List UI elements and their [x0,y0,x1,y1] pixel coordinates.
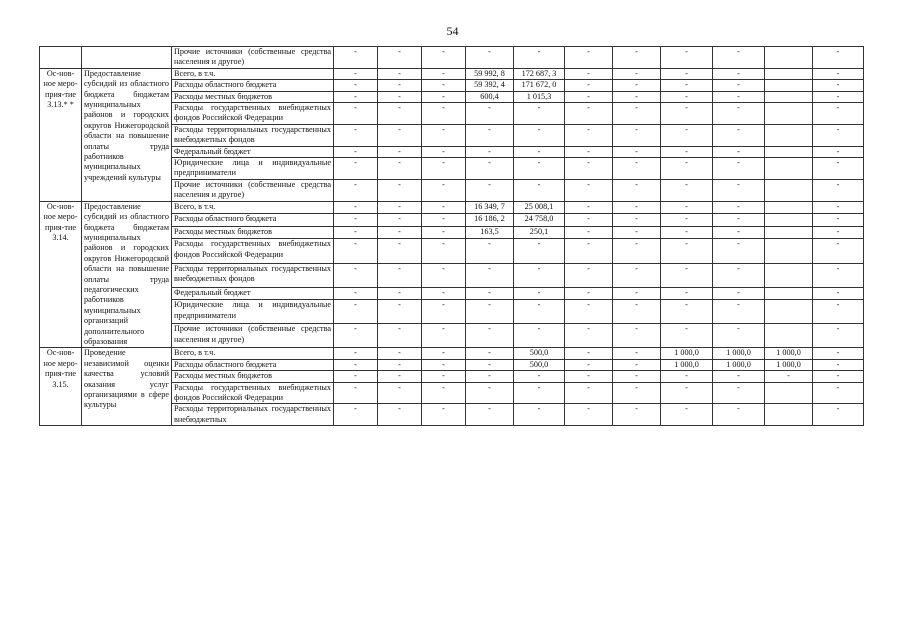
year-value: - [378,214,422,227]
year-value: - [334,91,378,102]
year-value: - [661,179,713,201]
year-value: - [422,287,466,300]
funding-source: Расходы местных бюджетов [172,371,334,382]
year-value: - [613,263,661,287]
year-value: - [466,124,514,146]
year-value: - [613,404,661,426]
year-value: - [422,359,466,370]
year-value: - [813,287,864,300]
year-value: - [514,124,565,146]
year-value: - [334,404,378,426]
funding-source: Расходы местных бюджетов [172,226,334,239]
year-value [765,287,813,300]
year-value: - [514,263,565,287]
year-value [765,47,813,69]
year-value [765,324,813,348]
funding-source: Федеральный бюджет [172,287,334,300]
activity-code: Ос-нов-ное меро-прия-тие 3.14. [40,201,82,348]
year-value: - [713,80,765,91]
year-value: - [422,124,466,146]
year-value: - [422,91,466,102]
year-value: - [334,371,378,382]
year-value: - [613,371,661,382]
funding-source: Расходы территориальных государственных внебюджетных [172,404,334,426]
funding-source: Расходы местных бюджетов [172,91,334,102]
year-value [765,239,813,263]
year-value: - [613,124,661,146]
year-value: - [334,201,378,214]
year-value: 1 000,0 [661,359,713,370]
year-value: - [466,179,514,201]
year-value: 1 000,0 [661,348,713,359]
table-row [40,201,864,214]
year-value: - [422,371,466,382]
year-value: - [813,124,864,146]
year-value: - [713,263,765,287]
year-value: - [466,287,514,300]
funding-source: Расходы областного бюджета [172,214,334,227]
year-value: - [661,214,713,227]
year-value: - [466,371,514,382]
year-value: - [713,179,765,201]
year-value: - [378,404,422,426]
year-value: - [713,47,765,69]
year-value: - [514,371,565,382]
year-value: - [466,382,514,404]
year-value: - [334,146,378,157]
year-value: - [565,158,613,180]
year-value: - [565,239,613,263]
year-value [765,91,813,102]
year-value: - [422,382,466,404]
year-value: 163,5 [466,226,514,239]
year-value: - [334,226,378,239]
year-value: - [422,324,466,348]
funding-source: Всего, в т.ч. [172,201,334,214]
year-value: - [813,179,864,201]
year-value: - [813,359,864,370]
year-value: - [713,91,765,102]
year-value: - [378,158,422,180]
funding-source: Расходы территориальных государственных внебюджетных фондов [172,263,334,287]
year-value: - [422,47,466,69]
year-value: - [378,47,422,69]
year-value: - [378,239,422,263]
year-value: - [713,324,765,348]
year-value [765,179,813,201]
year-value [765,124,813,146]
year-value: - [565,68,613,79]
year-value: - [565,80,613,91]
funding-source: Всего, в т.ч. [172,348,334,359]
year-value: 250,1 [514,226,565,239]
year-value: - [334,80,378,91]
year-value: - [661,404,713,426]
activity-name [82,47,172,69]
year-value: - [466,103,514,125]
year-value [765,382,813,404]
year-value: 1 000,0 [713,359,765,370]
year-value: - [813,300,864,324]
year-value: - [466,47,514,69]
year-value: - [466,263,514,287]
year-value [765,146,813,157]
year-value: - [422,201,466,214]
year-value: - [466,348,514,359]
year-value: 1 015,3 [514,91,565,102]
year-value [765,80,813,91]
year-value: - [661,47,713,69]
year-value: - [565,47,613,69]
year-value: - [713,382,765,404]
year-value: - [613,158,661,180]
year-value: - [378,348,422,359]
year-value: - [378,146,422,157]
year-value: - [565,324,613,348]
funding-source: Расходы государственных внебюджетных фондов Российской Федерации [172,239,334,263]
year-value: - [661,263,713,287]
year-value: - [514,146,565,157]
year-value: - [378,179,422,201]
year-value: - [813,80,864,91]
year-value: - [813,103,864,125]
year-value: - [565,179,613,201]
year-value: - [565,287,613,300]
year-value: - [378,324,422,348]
year-value: - [422,348,466,359]
year-value: - [613,324,661,348]
year-value: - [813,324,864,348]
year-value: 16 186, 2 [466,214,514,227]
page-number: 54 [446,24,459,38]
year-value: - [613,80,661,91]
year-value: - [613,201,661,214]
year-value: - [661,324,713,348]
year-value: 500,0 [514,348,565,359]
year-value: - [565,201,613,214]
year-value: - [661,239,713,263]
year-value: - [378,382,422,404]
year-value: - [378,263,422,287]
year-value: - [334,47,378,69]
year-value: - [422,158,466,180]
year-value: - [565,382,613,404]
year-value: - [334,103,378,125]
year-value: - [613,239,661,263]
year-value: - [565,146,613,157]
year-value: - [334,287,378,300]
year-value: - [514,158,565,180]
activity-code: Ос-нов-ное меро-прия-тие 3.15. [40,348,82,426]
year-value: - [813,226,864,239]
year-value [765,201,813,214]
year-value: - [514,179,565,201]
year-value: - [334,263,378,287]
year-value: - [466,239,514,263]
year-value: - [613,47,661,69]
year-value: - [334,158,378,180]
year-value: - [378,91,422,102]
year-value: - [813,348,864,359]
year-value: - [565,103,613,125]
year-value: 1 000,0 [713,348,765,359]
year-value: - [813,68,864,79]
year-value: - [378,80,422,91]
year-value: - [661,158,713,180]
funding-source: Прочие источники (собственные средства населения и другое) [172,179,334,201]
funding-source: Расходы территориальных государственных внебюджетных фондов [172,124,334,146]
year-value [765,214,813,227]
year-value: - [334,124,378,146]
year-value: - [378,103,422,125]
year-value: - [514,404,565,426]
year-value: - [565,226,613,239]
year-value: - [661,91,713,102]
year-value: - [422,226,466,239]
year-value: - [813,382,864,404]
year-value: - [713,201,765,214]
year-value: - [813,239,864,263]
year-value: 500,0 [514,359,565,370]
year-value: - [813,214,864,227]
year-value: - [613,91,661,102]
year-value: 25 008,1 [514,201,565,214]
year-value: - [378,287,422,300]
program-funding-table [39,46,864,426]
year-value: - [514,47,565,69]
year-value: 59 392, 4 [466,80,514,91]
year-value: - [661,201,713,214]
year-value [765,226,813,239]
year-value: - [713,146,765,157]
funding-source: Федеральный бюджет [172,146,334,157]
year-value: - [565,404,613,426]
year-value: - [565,359,613,370]
year-value: - [765,371,813,382]
year-value: - [661,80,713,91]
year-value: - [334,324,378,348]
year-value: - [422,146,466,157]
year-value: - [813,263,864,287]
year-value: - [334,300,378,324]
year-value: - [661,103,713,125]
year-value: - [378,226,422,239]
year-value: 171 672, 0 [514,80,565,91]
year-value: - [813,404,864,426]
year-value: - [661,146,713,157]
year-value: 16 349, 7 [466,201,514,214]
year-value: 600,4 [466,91,514,102]
year-value: - [565,263,613,287]
year-value: - [713,287,765,300]
year-value: - [613,359,661,370]
year-value: - [466,300,514,324]
year-value: - [466,359,514,370]
year-value: - [661,68,713,79]
year-value: 1 000,0 [765,359,813,370]
year-value: - [378,201,422,214]
year-value [765,103,813,125]
funding-source: Расходы областного бюджета [172,359,334,370]
year-value: - [661,382,713,404]
year-value: - [661,300,713,324]
year-value: - [813,91,864,102]
year-value: - [422,179,466,201]
year-value: - [378,359,422,370]
year-value: - [661,124,713,146]
year-value: - [466,324,514,348]
activity-code: Ос-нов-ное меро-прия-тие 3.13.* * [40,68,82,201]
funding-source: Расходы государственных внебюджетных фондов Российской Федерации [172,382,334,404]
funding-source: Расходы областного бюджета [172,80,334,91]
activity-name: Предоставление субсидий из областного бюджета бюджетам муниципальных районов и городских округов Нижегородской области на повышение оплаты труда работников муниципальных учреждений культуры [82,68,172,201]
table-row [40,348,864,359]
year-value: - [613,103,661,125]
year-value: - [422,300,466,324]
year-value: - [334,214,378,227]
year-value: - [713,103,765,125]
activity-code [40,47,82,69]
year-value: - [334,239,378,263]
year-value: - [613,348,661,359]
year-value: - [422,103,466,125]
year-value [765,68,813,79]
year-value: 1 000,0 [765,348,813,359]
table-row [40,47,864,69]
year-value: - [713,239,765,263]
funding-source: Юридические лица и индивидуальные предприниматели [172,300,334,324]
year-value: - [334,382,378,404]
year-value: - [378,371,422,382]
year-value: 59 992, 8 [466,68,514,79]
year-value: - [514,300,565,324]
year-value: - [565,124,613,146]
year-value [765,404,813,426]
year-value: - [565,214,613,227]
year-value: - [514,287,565,300]
funding-source: Юридические лица и индивидуальные предприниматели [172,158,334,180]
year-value: - [466,158,514,180]
year-value: - [713,158,765,180]
year-value: - [514,239,565,263]
year-value: - [713,214,765,227]
year-value: - [334,68,378,79]
year-value: - [613,214,661,227]
year-value: - [613,179,661,201]
year-value: - [565,371,613,382]
year-value: - [813,158,864,180]
year-value: - [466,404,514,426]
activity-name: Предоставление субсидий из областного бюджета бюджетам муниципальных районов и городских округов Нижегородской области на повышение оплаты труда педагогических работников муниципальных организаций дополнительного образования [82,201,172,348]
year-value: - [565,300,613,324]
year-value: - [613,300,661,324]
year-value: - [514,382,565,404]
year-value: - [613,287,661,300]
year-value: - [613,382,661,404]
funding-source: Расходы государственных внебюджетных фондов Российской Федерации [172,103,334,125]
year-value: - [514,324,565,348]
year-value: 172 687, 3 [514,68,565,79]
year-value: - [334,179,378,201]
year-value: 24 758,0 [514,214,565,227]
year-value: - [813,371,864,382]
year-value: - [813,201,864,214]
year-value: - [334,359,378,370]
year-value: - [422,68,466,79]
year-value: - [378,300,422,324]
year-value: - [713,226,765,239]
year-value [765,158,813,180]
year-value: - [661,371,713,382]
year-value: - [613,68,661,79]
year-value: - [514,103,565,125]
year-value: - [713,300,765,324]
year-value: - [422,263,466,287]
table-row [40,68,864,79]
funding-source: Прочие источники (собственные средства населения и другое) [172,324,334,348]
year-value: - [713,124,765,146]
year-value: - [378,124,422,146]
year-value: - [422,239,466,263]
year-value: - [422,404,466,426]
year-value: - [813,47,864,69]
year-value: - [378,68,422,79]
year-value [765,300,813,324]
year-value: - [422,80,466,91]
year-value: - [713,68,765,79]
year-value [765,263,813,287]
year-value: - [661,287,713,300]
year-value: - [466,146,514,157]
funding-source: Всего, в т.ч. [172,68,334,79]
year-value: - [565,91,613,102]
year-value: - [613,146,661,157]
year-value: - [661,226,713,239]
year-value: - [565,348,613,359]
year-value: - [813,146,864,157]
funding-source: Прочие источники (собственные средства населения и другое) [172,47,334,69]
year-value: - [334,348,378,359]
year-value: - [713,404,765,426]
year-value: - [713,371,765,382]
year-value: - [613,226,661,239]
year-value: - [422,214,466,227]
activity-name: Проведение независимой оценки качества условий оказания услуг организациями в сфере культуры [82,348,172,426]
